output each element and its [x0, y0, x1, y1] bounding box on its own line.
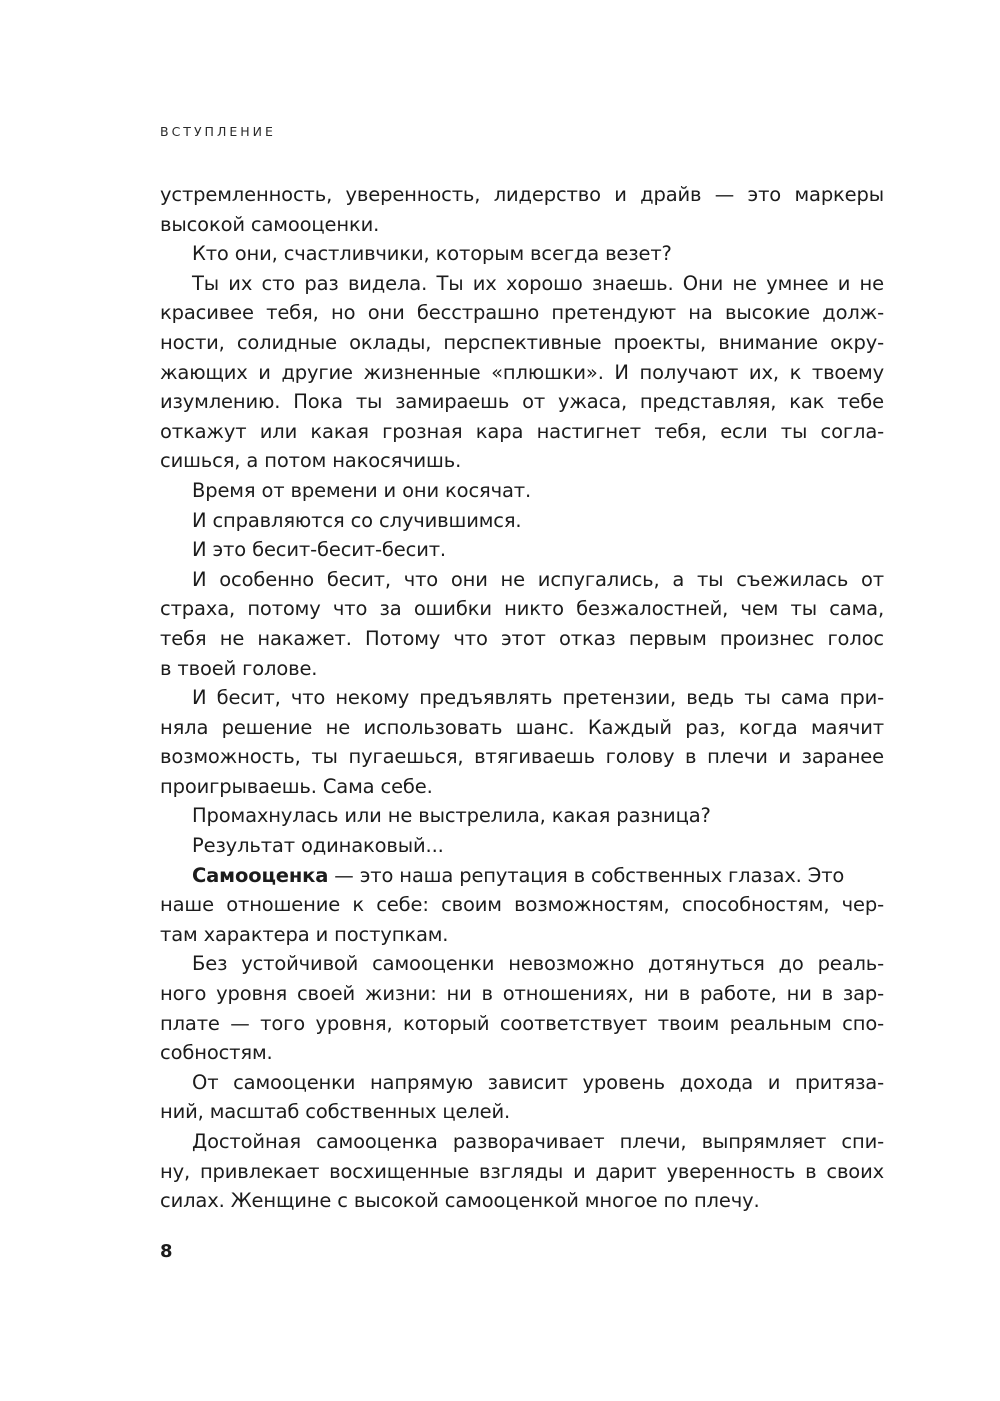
- text-line: ного уровня своей жизни: ни в отношениях, ни в работе, ни в зар-: [160, 982, 884, 1006]
- page-number: 8: [160, 1241, 173, 1262]
- text-line: ности, солидные оклады, перспективные проекты, внимание окру-: [160, 330, 884, 354]
- text-line: силах. Женщине с высокой самооценкой многое по плечу.: [160, 1189, 760, 1213]
- text-line: изумлению. Пока ты замираешь от ужаса, представляя, как тебе: [160, 390, 884, 414]
- text-line: собностям.: [160, 1041, 273, 1065]
- text-line: сишься, а потом накосячишь.: [160, 449, 462, 473]
- text-line: в твоей голове.: [160, 656, 318, 680]
- text-line: тебя не накажет. Потому что этот отказ первым произнес голос: [160, 626, 884, 650]
- text-line: Результат одинаковый...: [192, 834, 444, 858]
- text-line: Время от времени и они косячат.: [192, 478, 532, 502]
- text-line: возможность, ты пугаешься, втягиваешь голову в плечи и заранее: [160, 745, 884, 769]
- text-line: красивее тебя, но они бесстрашно претендуют на высокие долж-: [160, 301, 884, 325]
- text-line: Ты их сто раз видела. Ты их хорошо знаешь. Они не умнее и не: [192, 271, 884, 295]
- text-line: проигрываешь. Сама себе.: [160, 774, 433, 798]
- body-text: [160, 180, 884, 1216]
- text-line: От самооценки напрямую зависит уровень дохода и притяза-: [192, 1070, 884, 1094]
- defined-term: Самооценка: [192, 863, 329, 887]
- text-line: откажут или какая грозная кара настигнет тебя, если ты согла-: [160, 419, 884, 443]
- text-line: ний, масштаб собственных целей.: [160, 1100, 511, 1124]
- text-line: страха, потому что за ошибки никто безжалостней, чем ты сама,: [160, 597, 884, 621]
- text-line: наше отношение к себе: своим возможностям, способностям, чер-: [160, 893, 884, 917]
- text-line: там характера и поступкам.: [160, 922, 449, 946]
- text-line: ну, привлекает восхищенные взгляды и дарит уверенность в своих: [160, 1159, 884, 1183]
- text-line: жающих и другие жизненные «плюшки». И получают их, к твоему: [160, 360, 884, 384]
- definition-line: [160, 861, 884, 891]
- text-line: няла решение не использовать шанс. Каждый раз, когда маячит: [160, 715, 884, 739]
- text-line: плате — того уровня, который соответствует твоим реальным спо-: [160, 1011, 884, 1035]
- text-line: устремленность, уверенность, лидерство и драйв — это маркеры: [160, 183, 884, 206]
- text-line: И это бесит-бесит-бесит.: [192, 538, 446, 562]
- text-line: Кто они, счастливчики, которым всегда везет?: [192, 242, 672, 266]
- text-line: Без устойчивой самооценки невозможно дотянуться до реаль-: [192, 952, 884, 976]
- text-line: И бесит, что некому предъявлять претензии, ведь ты сама при-: [192, 686, 884, 710]
- text-line: И справляются со случившимся.: [192, 508, 522, 532]
- text-line: Достойная самооценка разворачивает плечи, выпрямляет спи-: [192, 1130, 884, 1153]
- text-line: И особенно бесит, что они не испугались, а ты съежилась от: [192, 567, 884, 591]
- definition-text: — это наша репутация в собственных глазах. Это: [328, 863, 845, 887]
- section-header: ВСТУПЛЕНИЕ: [160, 124, 276, 139]
- text-line: Промахнулась или не выстрелила, какая разница?: [192, 804, 711, 828]
- text-line: высокой самооценки.: [160, 212, 380, 236]
